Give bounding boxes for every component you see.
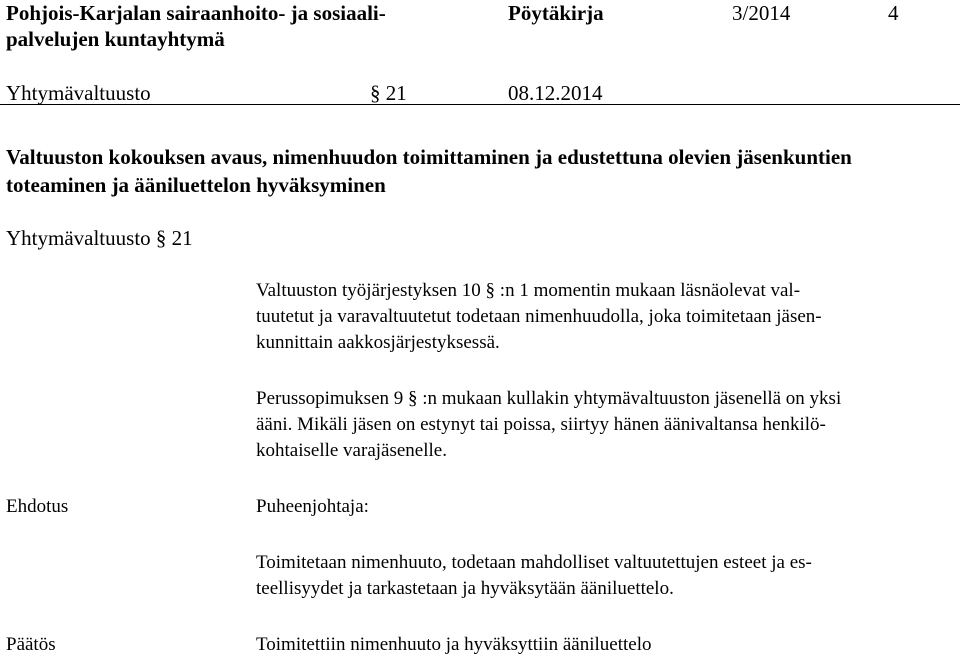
proposal-speaker: Puheenjohtaja: <box>256 496 369 517</box>
paragraph-line: Perussopimuksen 9 § :n mukaan kullakin yhtymävaltuuston jäsenellä on yksi <box>256 388 842 409</box>
paragraph-line: Valtuuston työjärjestyksen 10 § :n 1 momentin mukaan läsnäolevat val- <box>256 280 801 301</box>
proposal-text <box>256 550 812 602</box>
decision-text: Toimitettiin nimenhuuto ja hyväksyttiin ääniluettelo <box>256 634 652 655</box>
organization-name-line1: Pohjois-Karjalan sairaanhoito- ja sosiaali- <box>6 1 386 25</box>
header-rule <box>0 104 960 105</box>
proposal-text-line: Toimitetaan nimenhuuto, todetaan mahdolliset valtuutettujen esteet ja es- <box>256 552 812 573</box>
header-body-name: Yhtymävaltuusto <box>6 81 151 105</box>
paragraph-rules-of-procedure <box>256 278 822 356</box>
paragraph-line: tuutetut ja varavaltuutetut todetaan nimenhuudolla, joka toimitetaan jäsen- <box>256 306 822 327</box>
header-date: 08.12.2014 <box>508 81 603 105</box>
document-number: 3/2014 <box>732 1 791 25</box>
organization-name <box>6 0 386 52</box>
proposal-label: Ehdotus <box>6 496 69 517</box>
paragraph-line: kohtaiselle varajäsenelle. <box>256 440 447 461</box>
organization-name-line2: palvelujen kuntayhtymä <box>6 27 225 51</box>
proposal-text-line: teellisyydet ja tarkastetaan ja hyväksytään ääniluettelo. <box>256 578 674 599</box>
page-title-line2: toteaminen ja ääniluettelon hyväksyminen <box>6 173 386 197</box>
paragraph-line: kunnittain aakkosjärjestyksessä. <box>256 332 500 353</box>
page-title <box>6 143 852 199</box>
paragraph-line: ääni. Mikäli jäsen on estynyt tai poissa, siirtyy hänen äänivaltansa henkilö- <box>256 414 826 435</box>
document-type: Pöytäkirja <box>508 1 604 25</box>
page-title-line1: Valtuuston kokouksen avaus, nimenhuudon toimittaminen ja edustettuna olevien jäsenkuntien <box>6 145 852 169</box>
paragraph-basic-agreement <box>256 386 841 464</box>
header-section-ref: § 21 <box>370 81 407 105</box>
page-number: 4 <box>888 1 899 25</box>
section-reference: Yhtymävaltuusto § 21 <box>6 226 193 250</box>
decision-label: Päätös <box>6 634 56 655</box>
